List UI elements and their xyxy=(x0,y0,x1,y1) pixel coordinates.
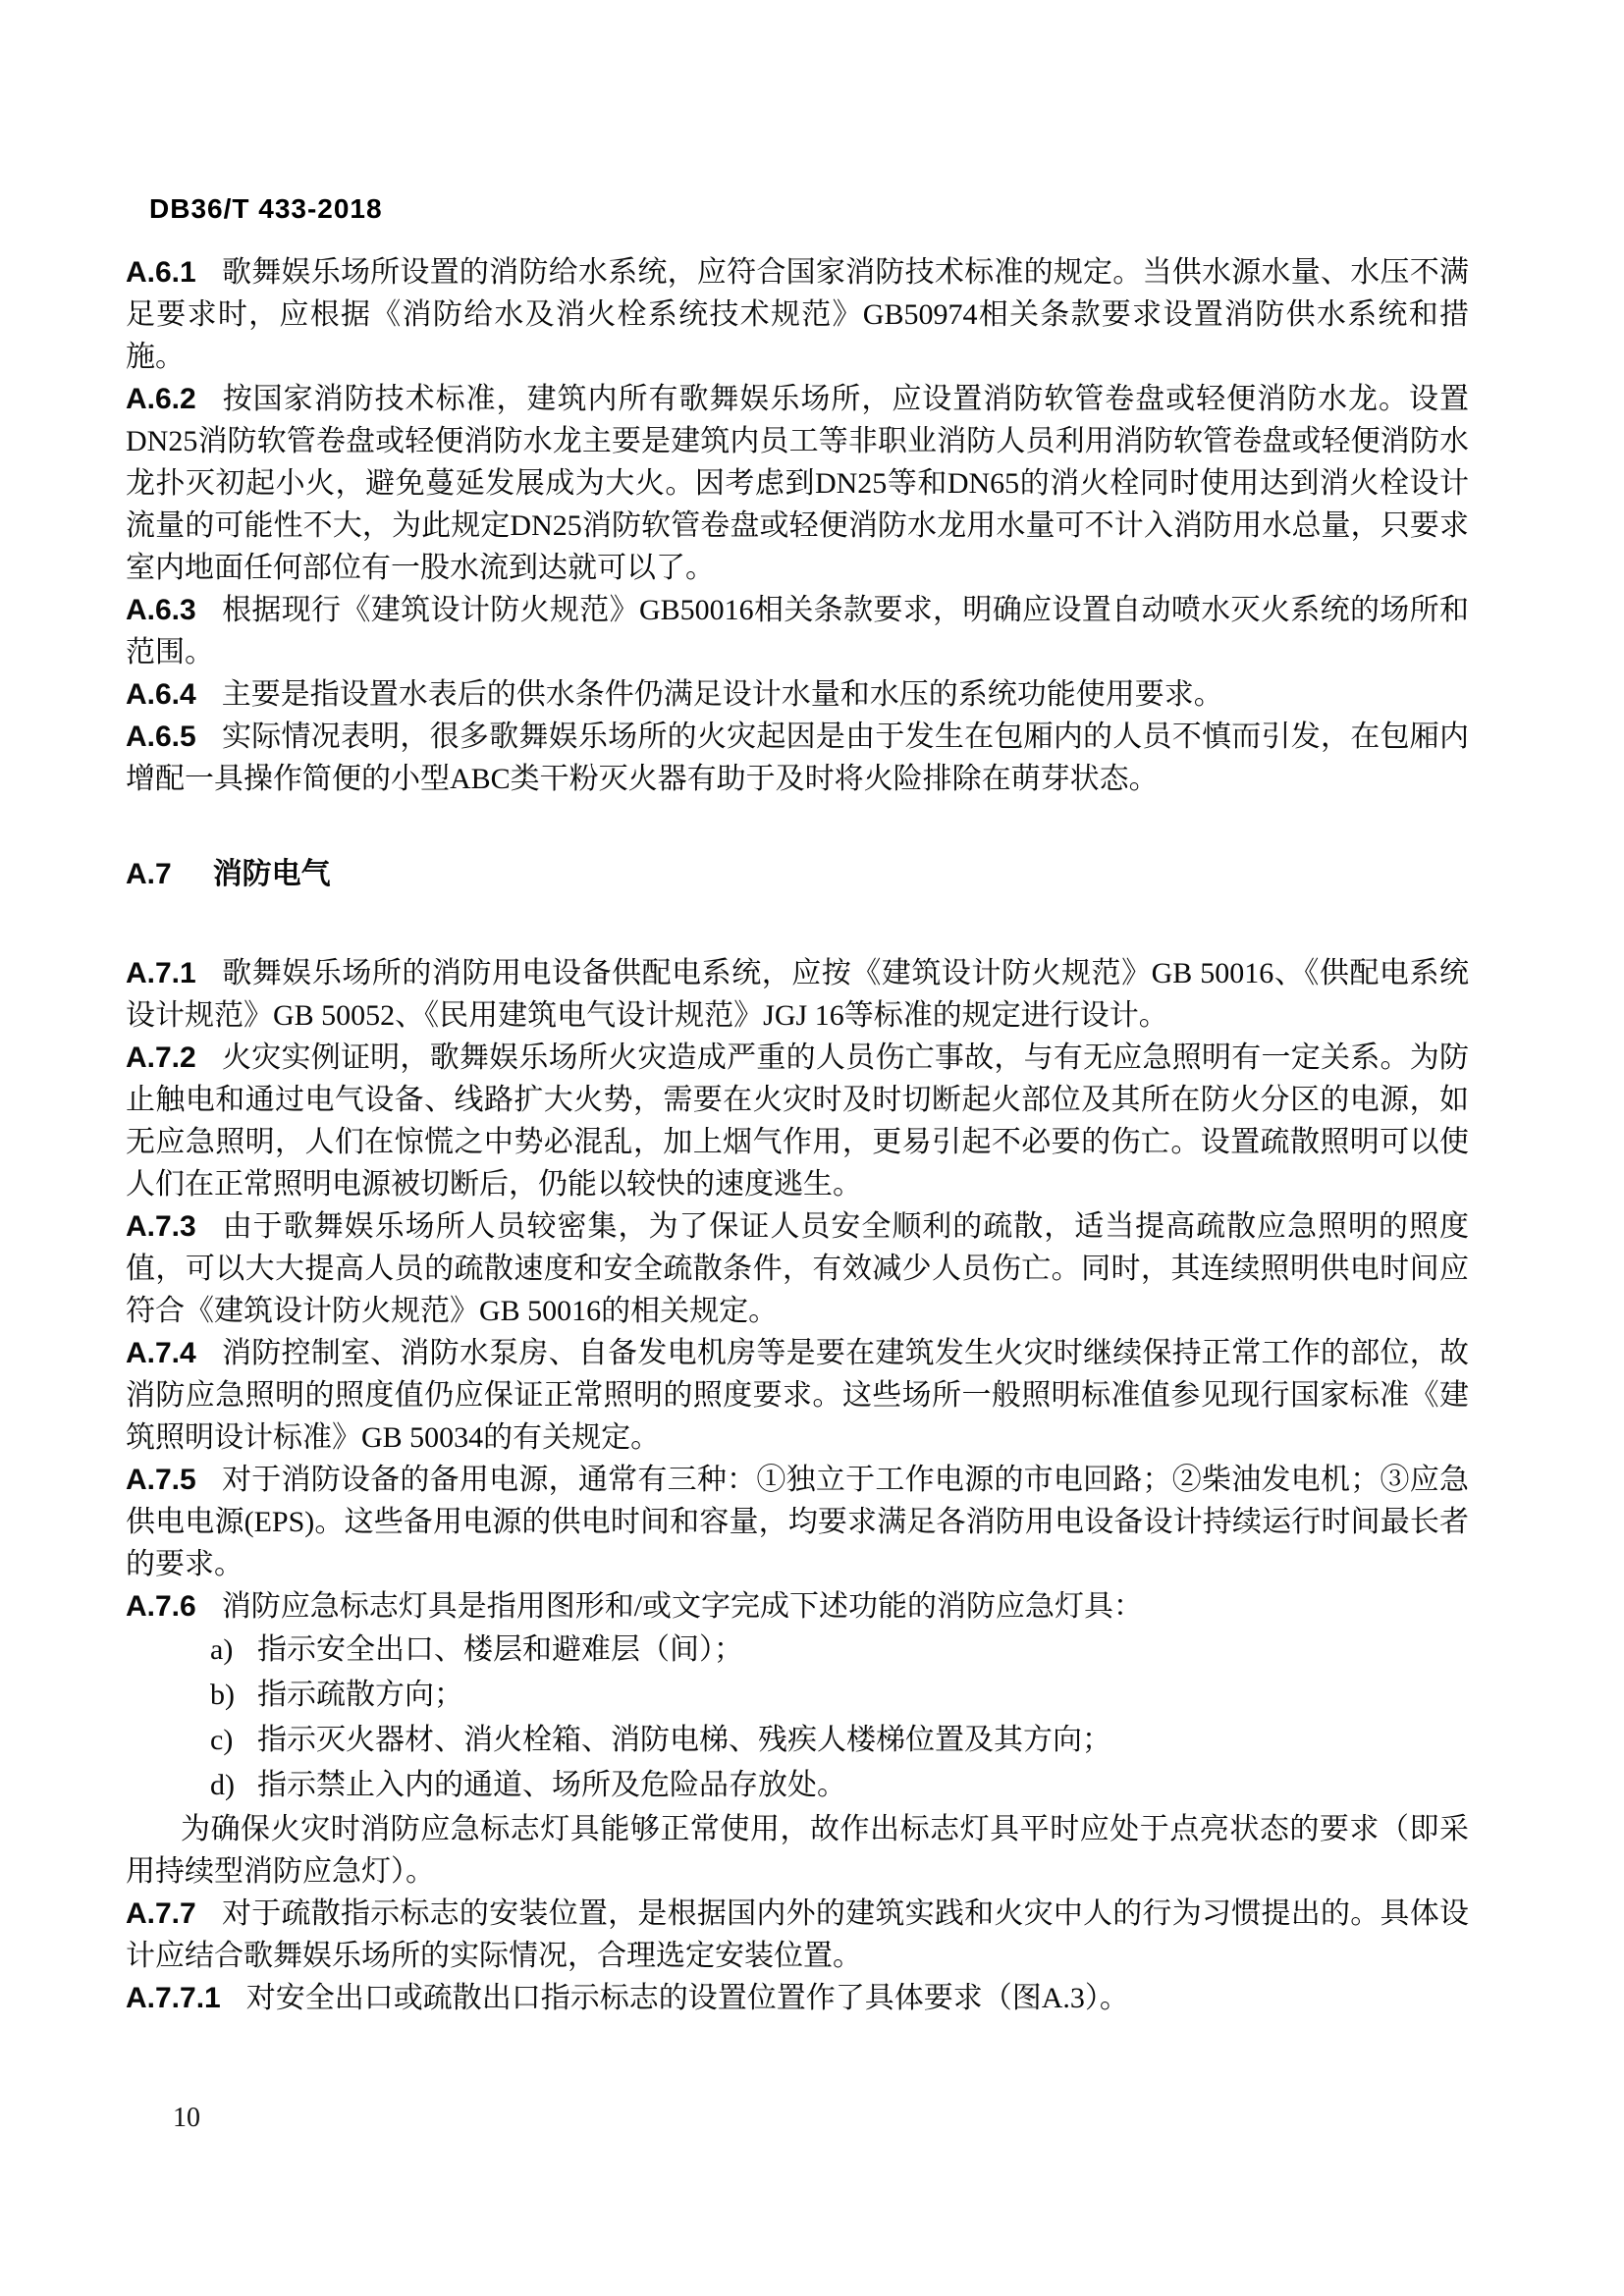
list-item xyxy=(126,1628,1469,1673)
list-item-marker: b) xyxy=(210,1679,235,1711)
clause-paragraph xyxy=(126,378,1469,589)
clause-paragraph xyxy=(126,1332,1469,1459)
clause-paragraph xyxy=(126,1585,1469,1628)
list-item-text: 指示安全出口、楼层和避难层（间）； xyxy=(257,1633,743,1666)
clause-text: 消防控制室、消防水泵房、自备发电机房等是要在建筑发生火灾时继续保持正常工作的部位，故消防应急照明的照度值仍应保证正常照明的照度要求。这些场所一般照明标准值参见现行国家标准《建筑照明设计标准》GB 50034的有关规定。 xyxy=(126,1337,1469,1454)
clause-number: A.7 xyxy=(126,858,172,890)
list-item-text: 指示禁止入内的通道、场所及危险品存放处。 xyxy=(257,1769,846,1801)
clause-number: A.7.5 xyxy=(126,1464,196,1496)
clause-number: A.6.2 xyxy=(126,383,196,415)
clause-paragraph xyxy=(126,673,1469,716)
clause-number: A.6.4 xyxy=(126,678,196,711)
clause-text: 消防应急标志灯具是指用图形和/或文字完成下述功能的消防应急灯具： xyxy=(221,1590,1144,1623)
list-item xyxy=(126,1718,1469,1763)
clause-paragraph xyxy=(126,1893,1469,1977)
clause-number: A.7.2 xyxy=(126,1041,196,1074)
list-item-marker: a) xyxy=(210,1633,234,1666)
clause-paragraph xyxy=(126,1205,1469,1332)
clause-number: A.6.3 xyxy=(126,594,196,626)
clause-text: 主要是指设置水表后的供水条件仍满足设计水量和水压的系统功能使用要求。 xyxy=(221,678,1223,711)
clause-text: 对安全出口或疏散出口指示标志的设置位置作了具体要求（图A.3）。 xyxy=(245,1982,1129,2014)
clause-text: 火灾实例证明，歌舞娱乐场所火灾造成严重的人员伤亡事故，与有无应急照明有一定关系。为防止触电和通过电气设备、线路扩大火势，需要在火灾时及时切断起火部位及其所在防火分区的电源，如无应急照明，人们在惊慌之中势必混乱，加上烟气作用，更易引起不必要的伤亡。设置疏散照明可以使人们在正常照明电源被切断后，仍能以较快的速度逃生。 xyxy=(126,1041,1469,1201)
clause-number: A.7.7 xyxy=(126,1897,196,1930)
clause-text: 根据现行《建筑设计防火规范》GB50016相关条款要求，明确应设置自动喷水灭火系统的场所和范围。 xyxy=(126,594,1469,668)
paragraph-text: 为确保火灾时消防应急标志灯具能够正常使用，故作出标志灯具平时应处于点亮状态的要求（即采用持续型消防应急灯）。 xyxy=(126,1813,1469,1888)
clause-number: A.6.1 xyxy=(126,256,196,289)
clause-number: A.6.5 xyxy=(126,721,196,753)
list-item-marker: c) xyxy=(210,1724,234,1756)
clause-number: A.7.1 xyxy=(126,957,196,989)
clause-text: 歌舞娱乐场所的消防用电设备供配电系统，应按《建筑设计防火规范》GB 50016、《供配电系统设计规范》GB 50052、《民用建筑电气设计规范》JGJ 16等标准的规定进行设计。 xyxy=(126,957,1469,1032)
document-body xyxy=(126,251,1469,2019)
section-heading xyxy=(126,853,1469,895)
clause-number: A.7.4 xyxy=(126,1337,196,1369)
clause-paragraph xyxy=(126,251,1469,378)
clause-paragraph xyxy=(126,589,1469,673)
clause-text: 歌舞娱乐场所设置的消防给水系统，应符合国家消防技术标准的规定。当供水源水量、水压不满足要求时，应根据《消防给水及消火栓系统技术规范》GB50974相关条款要求设置消防供水系统和措施。 xyxy=(126,256,1469,373)
list-item xyxy=(126,1673,1469,1718)
clause-text: 按国家消防技术标准，建筑内所有歌舞娱乐场所，应设置消防软管卷盘或轻便消防水龙。设置DN25消防软管卷盘或轻便消防水龙主要是建筑内员工等非职业消防人员利用消防软管卷盘或轻便消防水龙扑灭初起小火，避免蔓延发展成为大火。因考虑到DN25等和DN65的消火栓同时使用达到消火栓设计流量的可能性不大，为此规定DN25消防软管卷盘或轻便消防水龙用水量可不计入消防用水总量，只要求室内地面任何部位有一股水流到达就可以了。 xyxy=(126,383,1469,584)
clause-paragraph xyxy=(126,1037,1469,1205)
list-item-text: 指示灭火器材、消火栓箱、消防电梯、残疾人楼梯位置及其方向； xyxy=(257,1724,1111,1756)
clause-text: 对于疏散指示标志的安装位置，是根据国内外的建筑实践和火灾中人的行为习惯提出的。具体设计应结合歌舞娱乐场所的实际情况，合理选定安装位置。 xyxy=(126,1897,1469,1972)
clause-paragraph xyxy=(126,952,1469,1037)
clause-number: A.7.7.1 xyxy=(126,1982,221,2014)
clause-text: 实际情况表明，很多歌舞娱乐场所的火灾起因是由于发生在包厢内的人员不慎而引发，在包厢内增配一具操作简便的小型ABC类干粉灭火器有助于及时将火险排除在萌芽状态。 xyxy=(126,721,1469,795)
indented-paragraph xyxy=(126,1808,1469,1893)
clause-text: 由于歌舞娱乐场所人员较密集，为了保证人员安全顺利的疏散，适当提高疏散应急照明的照度值，可以大大提高人员的疏散速度和安全疏散条件，有效减少人员伤亡。同时，其连续照明供电时间应符合《建筑设计防火规范》GB 50016的相关规定。 xyxy=(126,1210,1469,1327)
clause-paragraph xyxy=(126,1459,1469,1585)
clause-paragraph xyxy=(126,716,1469,800)
standard-number-header: DB36/T 433-2018 xyxy=(149,193,383,224)
list-item xyxy=(126,1763,1469,1808)
clause-paragraph xyxy=(126,1977,1469,2019)
page-number: 10 xyxy=(173,2103,200,2133)
clause-number: A.7.6 xyxy=(126,1590,196,1623)
list-item-marker: d) xyxy=(210,1769,235,1801)
clause-number: A.7.3 xyxy=(126,1210,196,1243)
list-item-text: 指示疏散方向； xyxy=(257,1679,463,1711)
clause-text: 对于消防设备的备用电源，通常有三种：①独立于工作电源的市电回路；②柴油发电机；③应急供电电源(EPS)。这些备用电源的供电时间和容量，均要求满足各消防用电设备设计持续运行时间最长者的要求。 xyxy=(126,1464,1469,1580)
heading-text: 消防电气 xyxy=(212,858,331,890)
